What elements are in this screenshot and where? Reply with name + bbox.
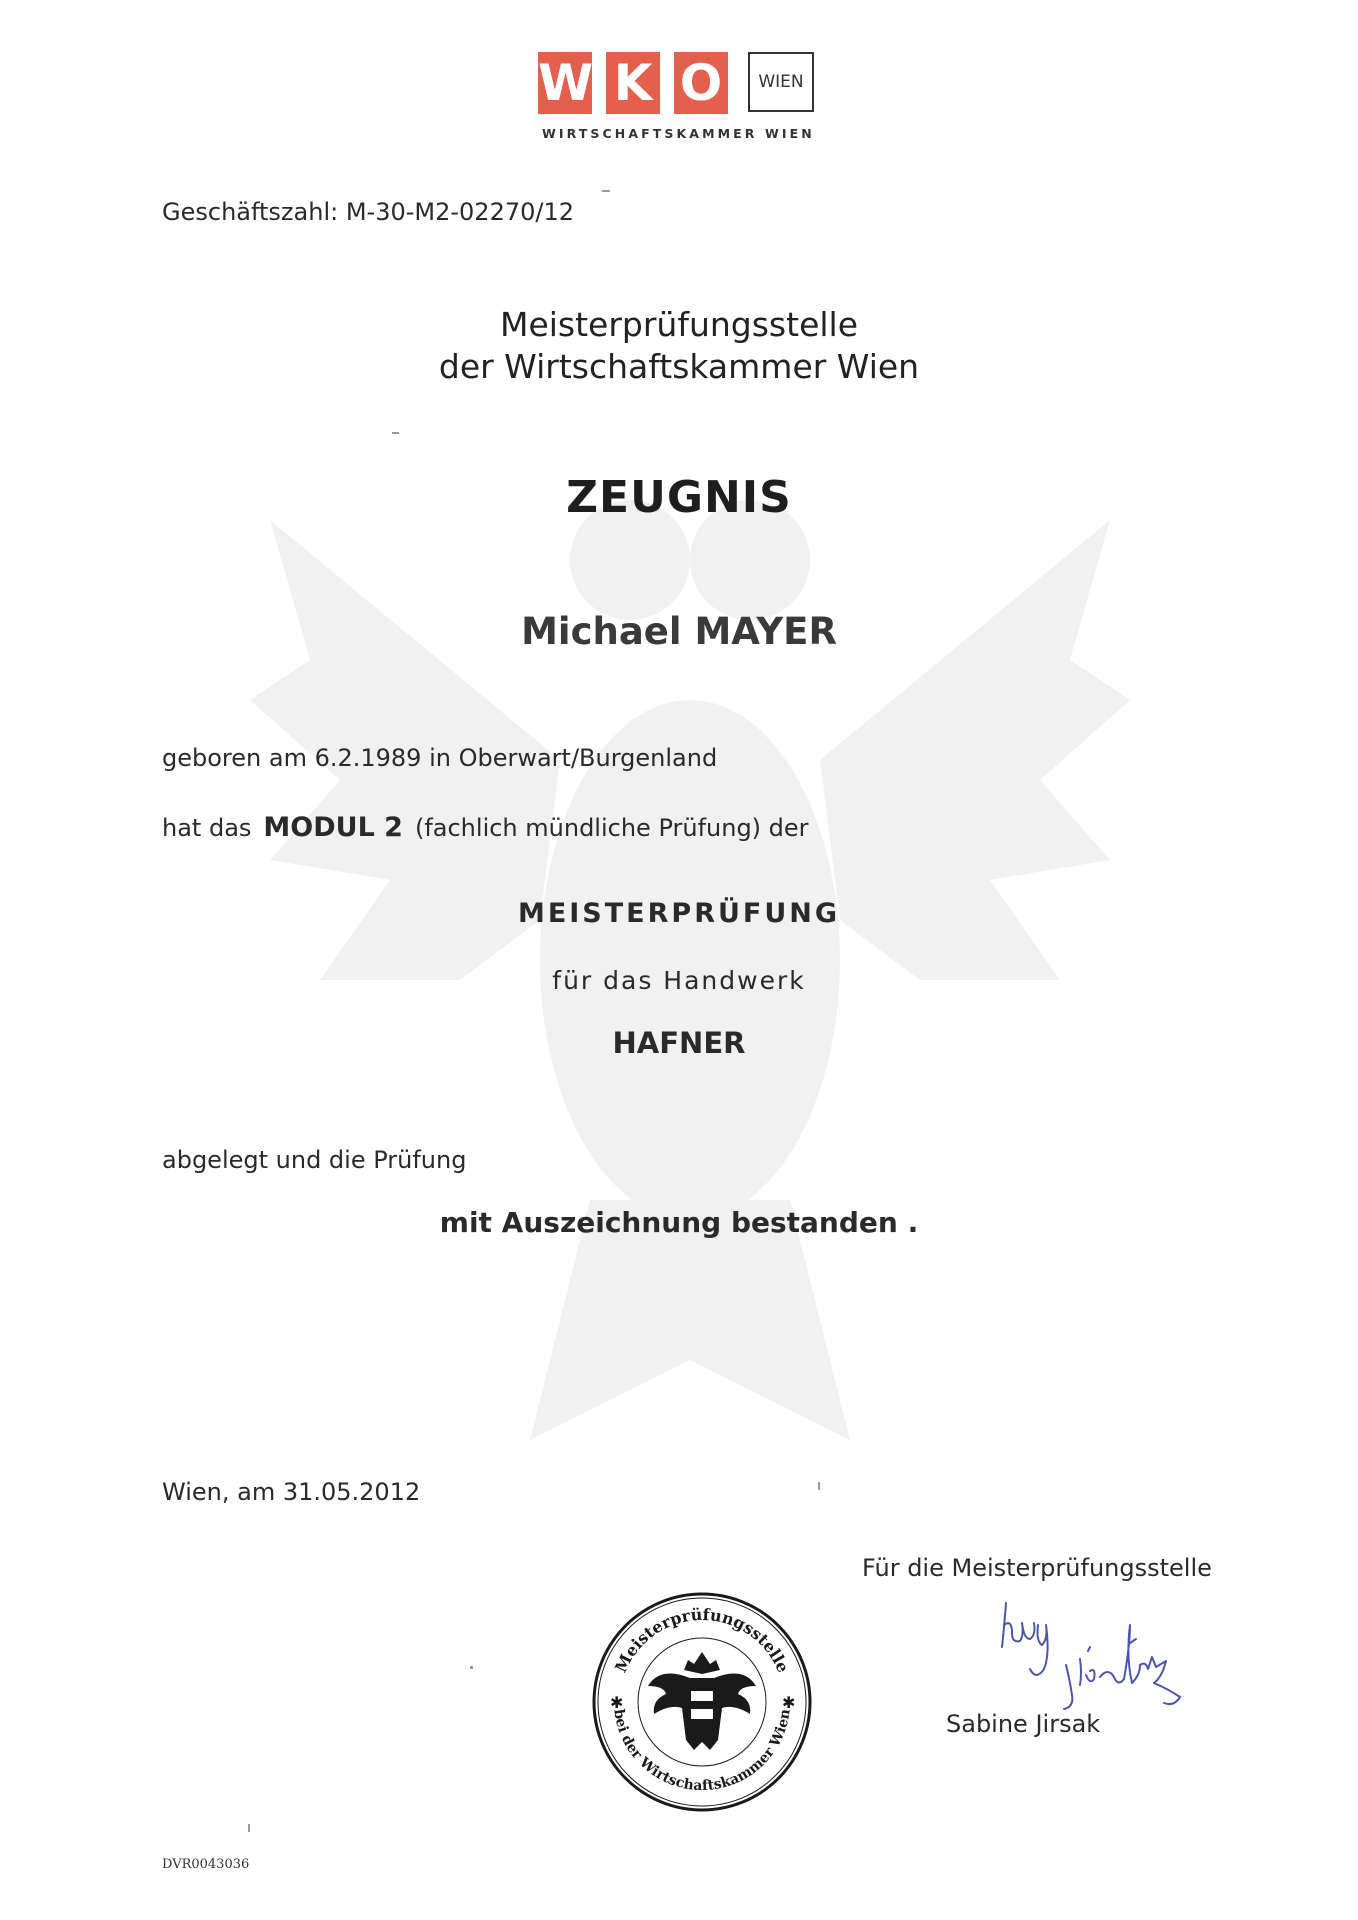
official-stamp	[590, 1590, 814, 1814]
exam-name: MEISTERPRÜFUNG	[517, 898, 841, 929]
stamp-top-text: Meisterprüfungsstelle	[611, 1604, 793, 1676]
issuer-line-1: Meisterprüfungsstelle	[499, 305, 859, 344]
eagle-watermark	[230, 400, 1150, 1480]
issuer-header	[0, 304, 1358, 388]
place-date: Wien, am 31.05.2012	[162, 1478, 421, 1506]
document-title: ZEUGNIS	[566, 472, 792, 523]
scan-speck	[602, 190, 610, 192]
modul-line	[162, 812, 809, 843]
logo-subtitle: WIRTSCHAFTSKAMMER WIEN	[542, 126, 815, 141]
trade-intro: für das Handwerk	[552, 966, 806, 995]
wko-logo	[538, 52, 818, 148]
logo-letter-k: K	[606, 52, 660, 114]
exam-result: mit Auszeichnung bestanden .	[439, 1206, 919, 1239]
stamp-star-right: ✱	[782, 1693, 796, 1712]
issuer-line-2: der Wirtschaftskammer Wien	[438, 347, 920, 386]
stamp-star-left: ✱	[610, 1693, 624, 1712]
signer-name: Sabine Jirsak	[946, 1710, 1101, 1738]
logo-letter-o: O	[674, 52, 728, 114]
modul-prefix: hat das	[162, 814, 252, 842]
scan-speck	[248, 1824, 250, 1832]
trade-name: HAFNER	[612, 1026, 746, 1060]
stamp-bottom-text: bei der Wirtschaftskammer Wien	[610, 1708, 794, 1795]
birth-line: geboren am 6.2.1989 in Oberwart/Burgenland	[162, 744, 718, 772]
reference-number: Geschäftszahl: M-30-M2-02270/12	[162, 198, 574, 226]
modul-suffix: (fachlich mündliche Prüfung) der	[414, 814, 809, 842]
scan-speck	[392, 432, 399, 434]
logo-letter-w: W	[538, 54, 594, 112]
passed-intro: abgelegt und die Prüfung	[162, 1146, 467, 1174]
scan-speck	[818, 1482, 820, 1490]
stamp-eagle-icon	[648, 1652, 756, 1750]
recipient-name: Michael MAYER	[521, 610, 837, 653]
dvr-number: DVR0043036	[162, 1857, 250, 1872]
modul-name: MODUL 2	[263, 812, 403, 843]
signature-for-label: Für die Meisterprüfungsstelle	[862, 1554, 1212, 1582]
logo-city: WIEN	[748, 52, 814, 112]
scan-speck	[470, 1666, 473, 1669]
